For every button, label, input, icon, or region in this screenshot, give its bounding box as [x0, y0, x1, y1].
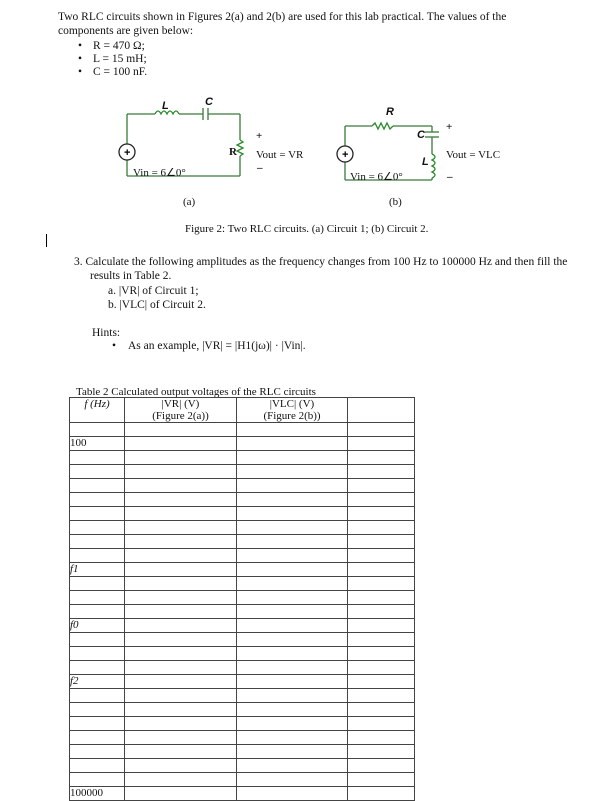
- cell-empty: [237, 437, 348, 451]
- inductor-b-icon: [432, 154, 435, 178]
- cell-empty: [237, 647, 348, 661]
- cell-frequency: 100: [70, 437, 125, 451]
- table-row: [70, 773, 415, 787]
- cell-empty: [348, 759, 415, 773]
- cell-empty: [237, 521, 348, 535]
- cell-empty: [348, 619, 415, 633]
- cell-empty: [125, 563, 237, 577]
- table-row: [70, 717, 415, 731]
- plus-a: +: [256, 130, 263, 142]
- cell-empty: [237, 535, 348, 549]
- table-title: Table 2 Calculated output voltages of the RLC circuits: [76, 386, 316, 398]
- cell-frequency: [70, 703, 125, 717]
- cell-empty: [237, 591, 348, 605]
- table-row: [70, 689, 415, 703]
- circuit-figure: [0, 92, 611, 212]
- table-row: [70, 563, 415, 577]
- cell-empty: [125, 759, 237, 773]
- component-l: • L = 15 mH;: [78, 53, 147, 66]
- table-header-row: [70, 398, 415, 423]
- cell-empty: [237, 787, 348, 801]
- cell-empty: [125, 521, 237, 535]
- table-row: [70, 451, 415, 465]
- vin-a: Vin = 6∠0°: [133, 167, 186, 179]
- table-row: [70, 633, 415, 647]
- table-row: [70, 703, 415, 717]
- cell-empty: [348, 605, 415, 619]
- label-l-a: L: [162, 100, 169, 112]
- cell-frequency: [70, 773, 125, 787]
- cell-frequency: 100000: [70, 787, 125, 801]
- figure-caption: Figure 2: Two RLC circuits. (a) Circuit 1; (b) Circuit 2.: [185, 223, 429, 235]
- cell-empty: [237, 549, 348, 563]
- cell-empty: [125, 493, 237, 507]
- cell-empty: [348, 773, 415, 787]
- cell-frequency: [70, 465, 125, 479]
- cell-empty: [348, 745, 415, 759]
- table-row: [70, 605, 415, 619]
- vout-b: Vout = VLC: [446, 149, 501, 161]
- header-blank: [348, 398, 415, 423]
- cell-empty: [125, 633, 237, 647]
- cell-empty: [125, 549, 237, 563]
- cell-empty: [237, 745, 348, 759]
- cell-frequency: [70, 479, 125, 493]
- results-table: [69, 397, 415, 801]
- table-row: [70, 661, 415, 675]
- question-item-a: a. |VR| of Circuit 1;: [108, 285, 199, 297]
- cell-empty: [348, 787, 415, 801]
- cell-frequency: [70, 591, 125, 605]
- cell-empty: [348, 633, 415, 647]
- table-row: [70, 745, 415, 759]
- table-row: [70, 591, 415, 605]
- cell-empty: [237, 577, 348, 591]
- cell-empty: [348, 465, 415, 479]
- cell-empty: [125, 591, 237, 605]
- plus-b: +: [446, 121, 453, 133]
- table-row: [70, 549, 415, 563]
- cell-empty: [237, 689, 348, 703]
- cell-empty: [237, 717, 348, 731]
- cell-empty: [237, 703, 348, 717]
- question-item-b: b. |VLC| of Circuit 2.: [108, 299, 206, 311]
- question-text: 3. Calculate the following amplitudes as the frequency changes from 100 Hz to 100000 Hz and then fill the results in Table 2.: [74, 256, 568, 282]
- cell-frequency: [70, 451, 125, 465]
- cell-frequency: [70, 745, 125, 759]
- cell-empty: [237, 675, 348, 689]
- cell-empty: [125, 661, 237, 675]
- cell-empty: [125, 535, 237, 549]
- cell-empty: [348, 451, 415, 465]
- cell-empty: [125, 479, 237, 493]
- cell-empty: [348, 423, 415, 437]
- resistor-b-icon: [372, 123, 393, 129]
- cell-empty: [237, 451, 348, 465]
- table-row: [70, 479, 415, 493]
- minus-b: –: [447, 171, 453, 183]
- table-row: [70, 465, 415, 479]
- cell-frequency: [70, 493, 125, 507]
- cell-empty: [125, 675, 237, 689]
- cell-empty: [348, 549, 415, 563]
- cell-empty: [348, 577, 415, 591]
- vout-a: Vout = VR: [256, 149, 304, 161]
- table-row: [70, 731, 415, 745]
- cell-empty: [237, 423, 348, 437]
- vin-b: Vin = 6∠0°: [350, 171, 403, 183]
- component-c: • C = 100 nF.: [78, 66, 147, 79]
- cell-empty: [348, 563, 415, 577]
- label-r-b: R: [386, 106, 394, 118]
- cell-frequency: [70, 549, 125, 563]
- table-row: [70, 647, 415, 661]
- cell-frequency: [70, 633, 125, 647]
- component-r: • R = 470 Ω;: [78, 40, 147, 53]
- cell-empty: [237, 563, 348, 577]
- cell-frequency: [70, 661, 125, 675]
- cell-empty: [348, 479, 415, 493]
- label-c-a: C: [205, 96, 213, 108]
- caption-b: (b): [389, 196, 402, 208]
- cell-empty: [125, 745, 237, 759]
- header-vlc: |VLC| (V) (Figure 2(b)): [237, 398, 348, 423]
- cell-empty: [125, 451, 237, 465]
- cell-frequency: [70, 577, 125, 591]
- cell-empty: [125, 787, 237, 801]
- cell-empty: [125, 465, 237, 479]
- cell-empty: [237, 465, 348, 479]
- table-row: [70, 787, 415, 801]
- cell-empty: [348, 661, 415, 675]
- cell-frequency: [70, 423, 125, 437]
- header-frequency: f (Hz): [70, 398, 125, 423]
- cell-empty: [125, 423, 237, 437]
- cell-empty: [125, 689, 237, 703]
- hint-text: As an example, |VR| = |H1(jω)| · |Vin|.: [128, 340, 306, 352]
- cell-empty: [348, 703, 415, 717]
- cell-frequency: f1: [70, 563, 125, 577]
- cell-empty: [125, 703, 237, 717]
- hint-item: • As an example, |VR| = |H1(jω)| · |Vin|.: [112, 340, 306, 352]
- cell-frequency: [70, 605, 125, 619]
- cell-frequency: f2: [70, 675, 125, 689]
- cell-empty: [237, 479, 348, 493]
- cell-empty: [348, 437, 415, 451]
- source-a-plus: +: [124, 147, 131, 159]
- cell-frequency: [70, 717, 125, 731]
- cell-empty: [237, 493, 348, 507]
- minus-a: –: [257, 162, 263, 174]
- cell-frequency: [70, 535, 125, 549]
- cell-empty: [348, 535, 415, 549]
- header-vr: |VR| (V) (Figure 2(a)): [125, 398, 237, 423]
- cell-empty: [237, 759, 348, 773]
- cell-empty: [348, 647, 415, 661]
- cell-empty: [125, 507, 237, 521]
- cell-frequency: [70, 689, 125, 703]
- question-items: [108, 284, 206, 312]
- cell-empty: [125, 731, 237, 745]
- table-row: [70, 577, 415, 591]
- source-b-plus: +: [342, 149, 349, 161]
- cell-empty: [348, 591, 415, 605]
- table-row: [70, 507, 415, 521]
- intro-paragraph: Two RLC circuits shown in Figures 2(a) and 2(b) are used for this lab practical. The values of the components are given below:: [58, 11, 507, 37]
- cell-empty: [237, 605, 348, 619]
- cell-empty: [237, 633, 348, 647]
- hints-label: Hints:: [92, 327, 121, 339]
- table-row: [70, 423, 415, 437]
- cell-empty: [125, 605, 237, 619]
- cell-empty: [125, 619, 237, 633]
- table-row: [70, 759, 415, 773]
- cell-empty: [348, 731, 415, 745]
- resistor-a-icon: [237, 140, 243, 156]
- cell-frequency: f0: [70, 619, 125, 633]
- cell-empty: [125, 773, 237, 787]
- component-list: [78, 40, 147, 79]
- cell-empty: [348, 507, 415, 521]
- cell-frequency: [70, 731, 125, 745]
- cell-frequency: [70, 647, 125, 661]
- cell-frequency: [70, 507, 125, 521]
- cell-empty: [125, 577, 237, 591]
- cell-empty: [348, 717, 415, 731]
- cell-empty: [348, 521, 415, 535]
- cell-empty: [237, 507, 348, 521]
- cell-empty: [237, 619, 348, 633]
- label-r-a: R: [229, 146, 237, 158]
- table-row: [70, 619, 415, 633]
- cell-frequency: [70, 521, 125, 535]
- cell-empty: [237, 731, 348, 745]
- question-3: [74, 255, 574, 283]
- caption-a: (a): [183, 196, 196, 208]
- cell-empty: [125, 647, 237, 661]
- table-row: [70, 535, 415, 549]
- cell-empty: [125, 437, 237, 451]
- cell-empty: [237, 661, 348, 675]
- label-l-b: L: [422, 156, 429, 168]
- cell-frequency: [70, 759, 125, 773]
- cell-empty: [348, 675, 415, 689]
- table-row: [70, 493, 415, 507]
- table-row: [70, 437, 415, 451]
- text-cursor: [46, 234, 47, 247]
- cell-empty: [237, 773, 348, 787]
- table-row: [70, 675, 415, 689]
- cell-empty: [348, 689, 415, 703]
- cell-empty: [125, 717, 237, 731]
- table-row: [70, 521, 415, 535]
- label-c-b: C: [417, 129, 425, 141]
- table-body: [70, 423, 415, 801]
- cell-empty: [348, 493, 415, 507]
